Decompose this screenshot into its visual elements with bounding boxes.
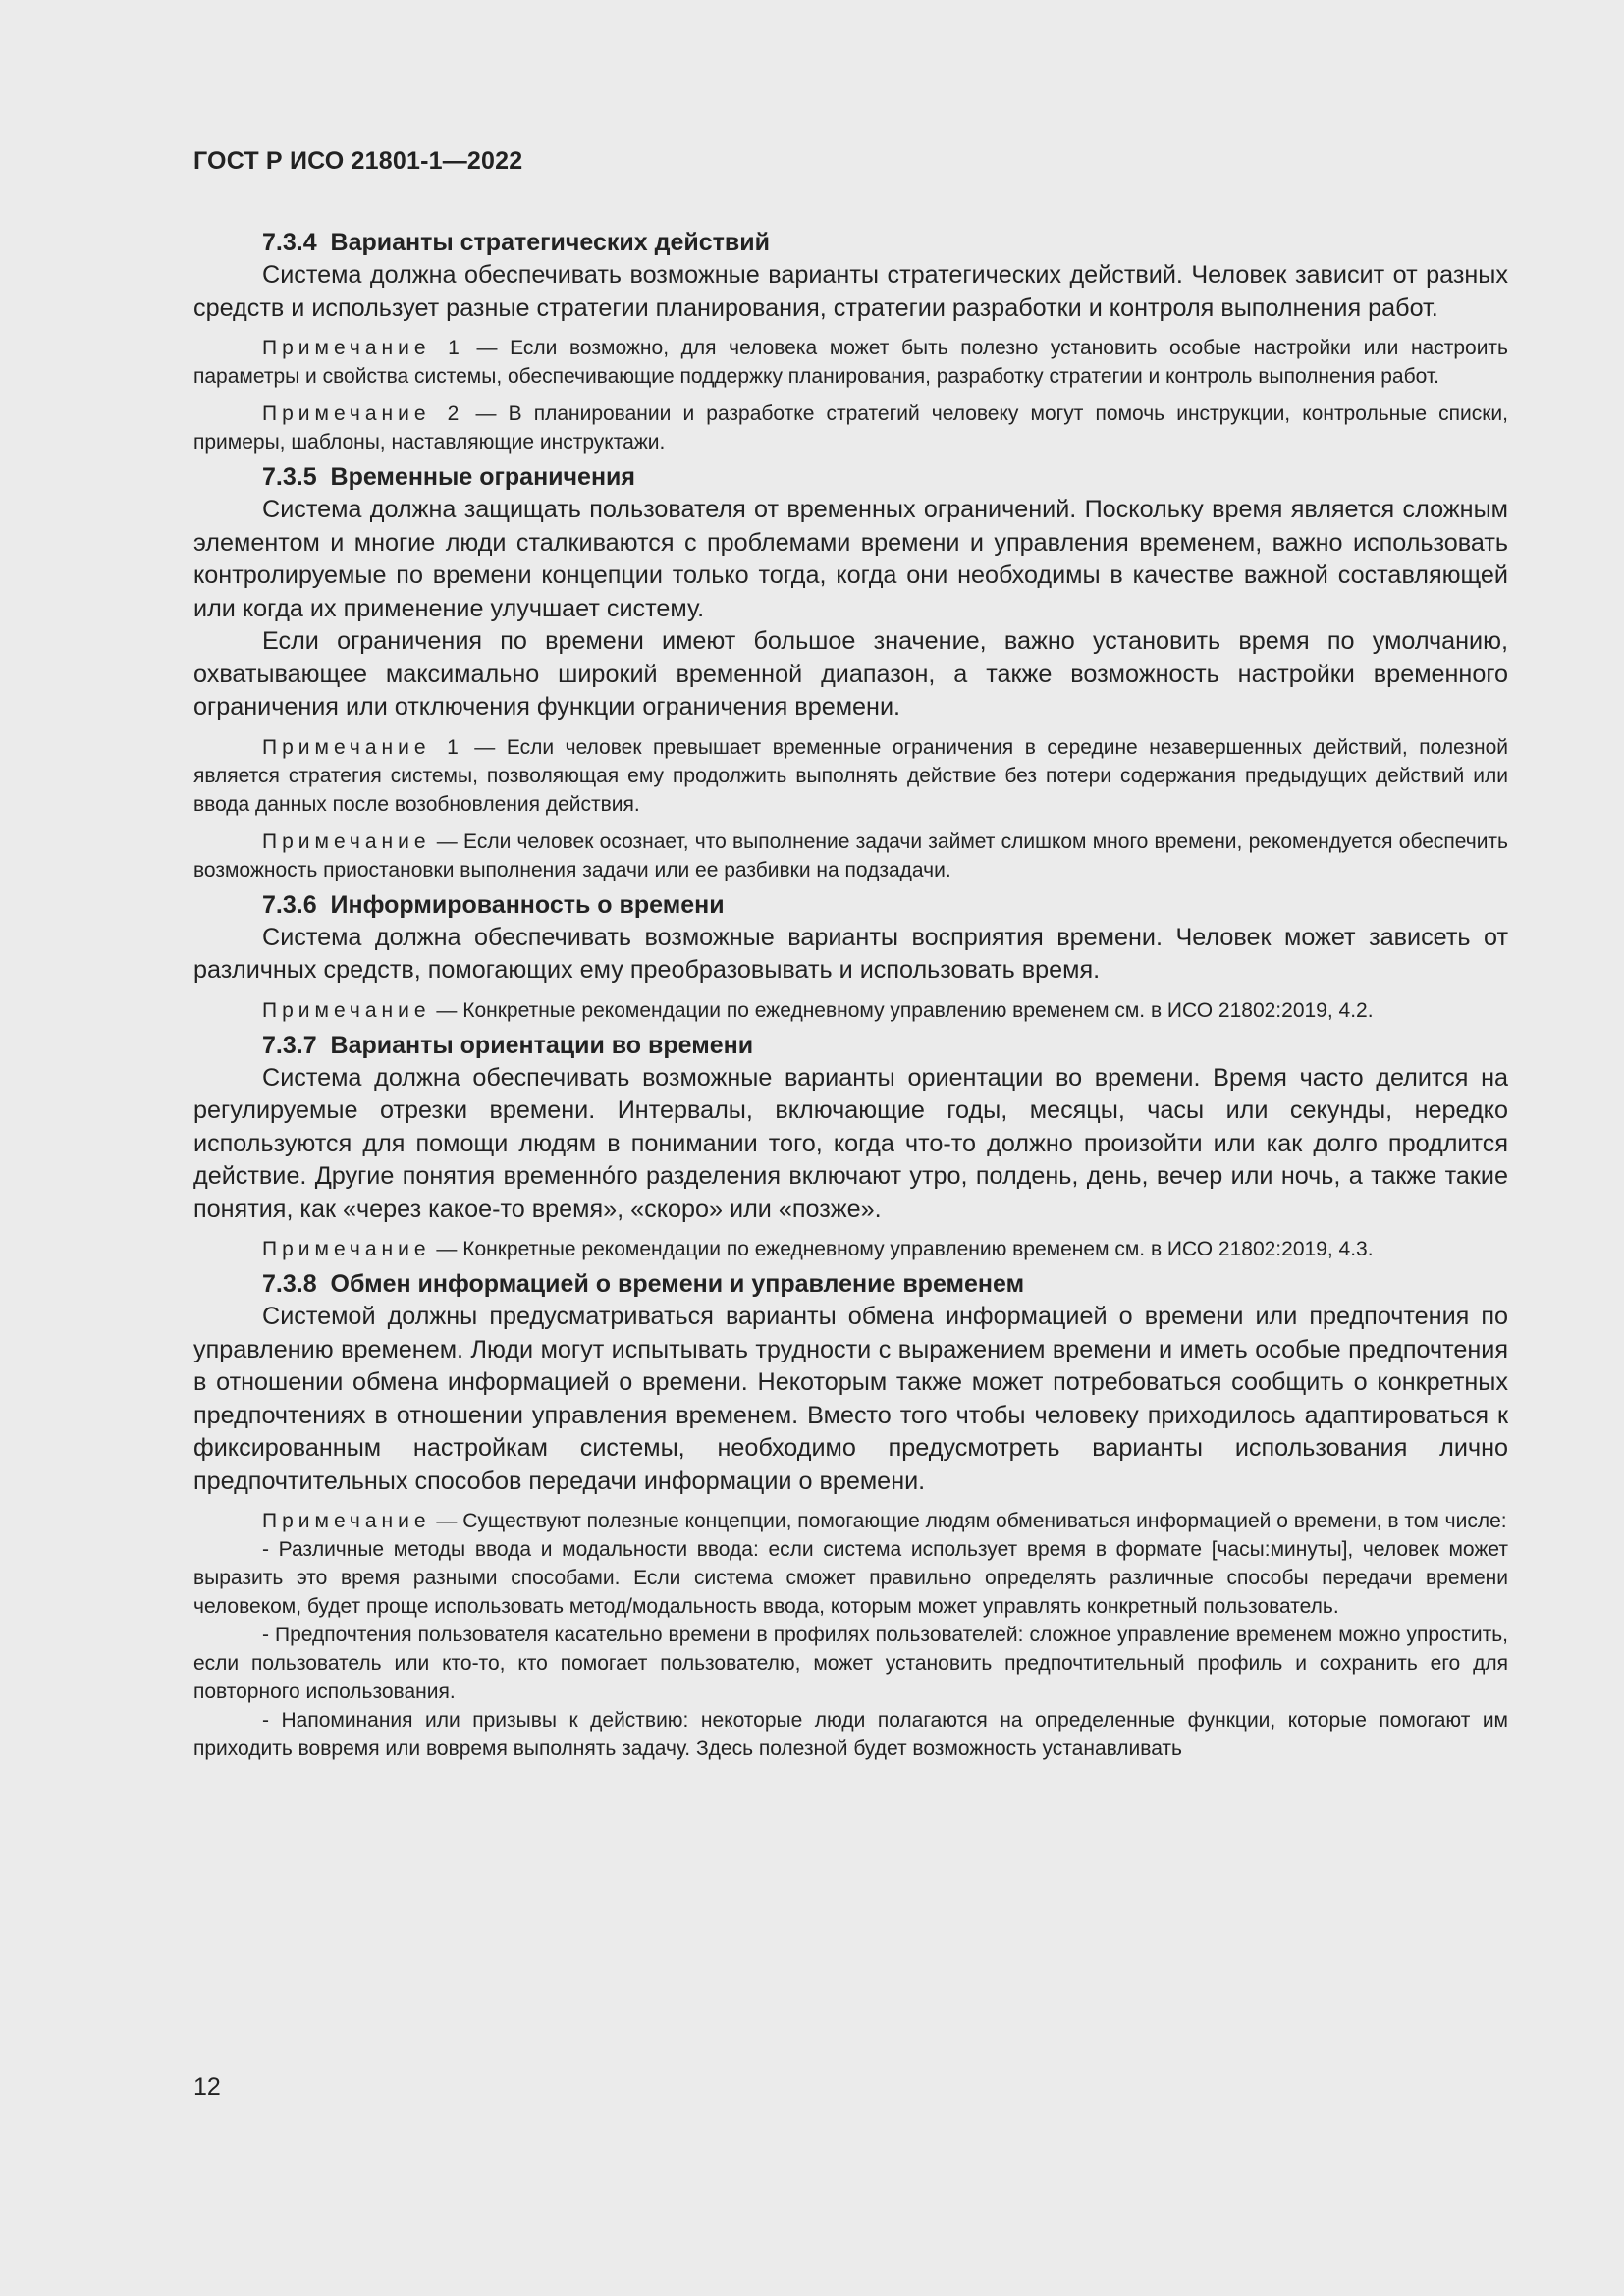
section-title: Временные ограничения [330,463,636,491]
note-text: Конкретные рекомендации по ежедневному управлению временем см. в ИСО 21802:2019, 4.3. [462,1238,1374,1260]
section-title: Варианты стратегических действий [330,229,771,256]
note-text: Если человек превышает временные ограничения в середине незавершенных действий, полезной является стратегия системы, позволяющая ему продолжить выполнять действие без потери содержания предыдущих действий или ввода данных после возобновления действия. [193,735,1508,816]
note-list-item: - Напоминания или призывы к действию: некоторые люди полагаются на определенные функции, которые помогают им приходить вовремя или вовремя выполнять задачу. Здесь полезной будет возможность устанавливать [193,1709,1508,1760]
note-paragraph: Примечание — Существуют полезные концепции, помогающие людям обмениваться информацией о времени, в том числе: [262,1510,1507,1532]
body-paragraph: Если ограничения по времени имеют большое значение, важно установить время по умолчанию, охватывающее максимально широкий временной диапазон, а также возможность настройки временного ограничения или отключения функции ограничения времени. [193,627,1508,721]
body-paragraph: Система должна обеспечивать возможные варианты восприятия времени. Человек может зависеть от различных средств, помогающих ему преобразовывать и использовать время. [193,923,1508,984]
section-title: Обмен информацией о времени и управление временем [330,1270,1025,1298]
note-label: Примечание 1 [262,337,464,359]
note-paragraph: Примечание 2 — В планировании и разработке стратегий человеку могут помочь инструкции, контрольные списки, примеры, шаблоны, наставляющие инструктажи. [193,402,1508,454]
note-paragraph: Примечание — Если человек осознает, что выполнение задачи займет слишком много времени, рекомендуется обеспечить возможность приостановки выполнения задачи или ее разбивки на подзадачи. [193,829,1508,881]
note-paragraph: Примечание — Конкретные рекомендации по ежедневному управлению временем см. в ИСО 21802:2019, 4.3. [262,1238,1374,1260]
section-number: 7.3.6 [262,890,317,919]
document-header: ГОСТ Р ИСО 21801-1—2022 [193,147,523,175]
body-paragraph: Система должна защищать пользователя от временных ограничений. Поскольку время является сложным элементом и многие люди сталкиваются с проблемами времени и управления временем, важно использовать контролируемые по времени концепции только тогда, когда они необходимы в качестве важной составляющей или когда их применение улучшает систему. [193,496,1508,622]
document-content [193,226,1508,1763]
body-paragraph: Система должна обеспечивать возможные варианты ориентации во времени. Время часто делится на регулируемые отрезки времени. Интервалы, включающие годы, месяцы, часы или секунды, нередко используются для помощи людям в понимании того, когда что-то должно произойти или как долго продлится действие. Другие понятия временно́го разделения включают утро, полдень, день, вечер или ночь, а также такие понятия, как «через какое-то время», «скоро» или «позже». [193,1063,1508,1223]
section-heading-7-3-6 [193,888,1508,922]
section-heading-7-3-8 [193,1267,1508,1301]
note-label: Примечание [262,1238,431,1260]
note-paragraph: Примечание 1 — Если человек превышает временные ограничения в середине незавершенных действий, полезной является стратегия системы, позволяющая ему продолжить выполнять действие без потери содержания предыдущих действий или ввода данных после возобновления действия. [193,735,1508,816]
section-title: Варианты ориентации во времени [330,1031,754,1059]
body-paragraph: Системой должны предусматриваться варианты обмена информацией о времени или предпочтения по управлению временем. Люди могут испытывать трудности с выражением времени и иметь особые предпочтения в отношении обмена информацией о времени. Некоторым также может потребоваться сообщить о конкретных предпочтениях в отношении управления временем. Вместо того чтобы человеку приходилось адаптироваться к фиксированным настройкам системы, необходимо предусмотреть варианты использования лично предпочтительных способов передачи информации о времени. [193,1303,1508,1495]
section-number: 7.3.5 [262,463,317,491]
section-number: 7.3.7 [262,1031,317,1059]
section-title: Информированность о времени [330,890,725,919]
section-heading-7-3-7 [193,1029,1508,1062]
section-heading-7-3-4 [193,226,1508,259]
note-label: Примечание [262,1510,431,1532]
note-paragraph: Примечание 1 — Если возможно, для человека может быть полезно установить особые настройки или настроить параметры и свойства системы, обеспечивающие поддержку планирования, разработку стратегии и контроль выполнения работ. [193,337,1508,388]
note-label: Примечание [262,998,431,1022]
note-text: Если возможно, для человека может быть полезно установить особые настройки или настроить параметры и свойства системы, обеспечивающие поддержку планирования, разработку стратегии и контроль выполнения работ. [193,337,1508,388]
page-number: 12 [193,2073,221,2101]
note-label: Примечание [262,829,431,853]
body-paragraph: Система должна обеспечивать возможные варианты стратегических действий. Человек зависит от разных средств и использует разные стратегии планирования, стратегии разработки и контроля выполнения работ. [193,261,1508,322]
note-list-item: - Предпочтения пользователя касательно времени в профилях пользователей: сложное управление временем можно упростить, если пользователь или кто-то, кто помогает пользователю, может установить предпочтительный профиль и сохранить его для повторного использования. [193,1624,1508,1703]
section-number: 7.3.4 [262,229,317,256]
note-text: В планировании и разработке стратегий человеку могут помочь инструкции, контрольные списки, примеры, шаблоны, наставляющие инструктажи. [193,402,1508,454]
note-text: Конкретные рекомендации по ежедневному управлению временем см. в ИСО 21802:2019, 4.2. [462,998,1374,1022]
note-label: Примечание 1 [262,735,463,759]
note-list-item: - Различные методы ввода и модальности ввода: если система использует время в формате [часы:минуты], человек может выразить это время разными способами. Если система сможет правильно определять различные способы передачи времени человеком, будет проще использовать метод/модальность ввода, которым может управлять конкретный пользователь. [193,1538,1508,1618]
section-number: 7.3.8 [262,1270,317,1298]
note-text: Если человек осознает, что выполнение задачи займет слишком много времени, рекомендуется обеспечить возможность приостановки выполнения задачи или ее разбивки на подзадачи. [193,829,1508,881]
section-heading-7-3-5 [193,460,1508,494]
note-label: Примечание 2 [262,402,464,425]
note-text: Существуют полезные концепции, помогающие людям обмениваться информацией о времени, в том числе: [462,1510,1507,1532]
note-paragraph: Примечание — Конкретные рекомендации по ежедневному управлению временем см. в ИСО 21802:2019, 4.2. [262,998,1374,1022]
